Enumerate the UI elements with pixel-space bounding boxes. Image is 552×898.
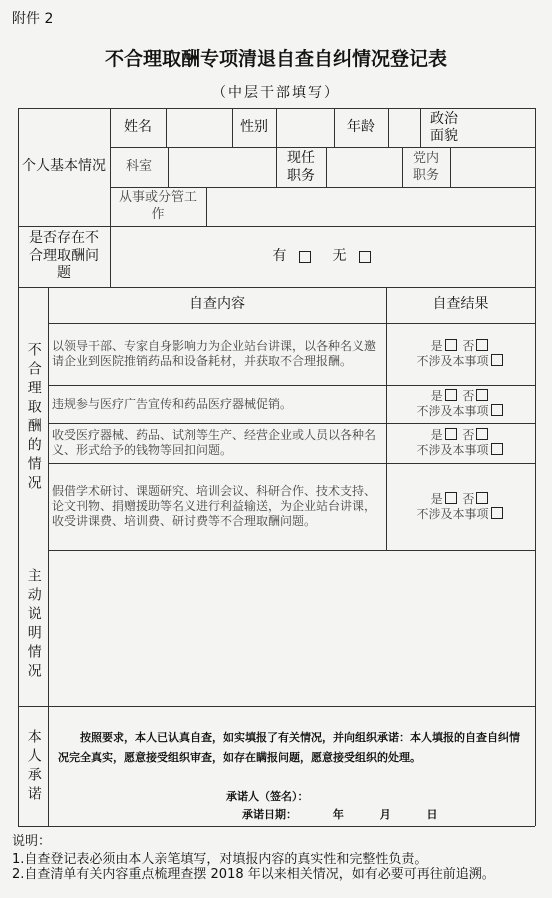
result-header: 自查结果: [432, 296, 489, 313]
check-item-3: 收受医疗器械、药品、试剂等生产、经营企业或人员以各种名义、形式给予的钱物等回扣问题。: [52, 428, 377, 457]
result-no-label: 否: [462, 389, 475, 403]
note-1: 1.自查登记表必须由本人亲笔填写，对填报内容的真实性和完整性负责。: [12, 852, 428, 867]
result-no-checkbox[interactable]: [476, 389, 488, 401]
day-label: 日: [426, 808, 438, 821]
position-label: 现任职务: [287, 150, 315, 184]
name-label: 姓名: [124, 119, 152, 136]
age-field[interactable]: [388, 108, 420, 148]
result-na-label: 不涉及本事项: [416, 506, 489, 521]
promise-text: 按照要求，本人已认真自查，如实填报了有关情况，并向组织承诺：本人填报的自查自纠情况完全真实，愿意接受组织审查，如存在瞒报问题，愿意接受组织的处理。: [58, 731, 520, 764]
check-item-4: 假借学术研讨、课题研究、培训会议、科研合作、技术支持、论文刊物、捐赠援助等名义进行利益输送，为企业站台讲课，收受讲课费、培训费、研讨费等不合理取酬问题。: [52, 484, 377, 528]
result-yes-label: 是: [430, 339, 443, 353]
result-no-label: 否: [462, 339, 475, 353]
result-cell-3: [386, 423, 535, 463]
gender-field[interactable]: [276, 108, 334, 148]
gender-label: 性别: [240, 119, 268, 136]
result-na-checkbox[interactable]: [491, 443, 503, 455]
check-item-2: 违规参与医疗广告宣传和药品医疗器械促销。: [52, 396, 293, 411]
month-label: 月: [379, 808, 391, 821]
note-2: 2.自查清单有关内容重点梳理查摆 2018 年以来相关情况，如有必要可再往前追溯。: [12, 867, 495, 882]
result-no-checkbox[interactable]: [476, 428, 488, 440]
notes-title: 说明：: [12, 834, 52, 849]
result-no-checkbox[interactable]: [476, 492, 488, 504]
exists-options: [110, 226, 535, 287]
exists-no-checkbox[interactable]: [359, 251, 371, 263]
party-position-field[interactable]: [450, 148, 535, 187]
party-position-label: 党内职务: [412, 151, 439, 183]
result-yes-checkbox[interactable]: [445, 492, 457, 504]
page-title: 不合理取酬专项清退自查自纠情况登记表: [104, 48, 447, 70]
promise-label: 本人承诺: [25, 729, 42, 805]
content-header: 自查内容: [189, 296, 245, 313]
result-yes-checkbox[interactable]: [445, 339, 457, 351]
date-label: 承诺日期：: [242, 808, 297, 821]
result-na-checkbox[interactable]: [491, 507, 503, 519]
exists-yes-checkbox[interactable]: [299, 251, 311, 263]
name-field[interactable]: [166, 108, 232, 148]
dept-field[interactable]: [168, 148, 276, 187]
result-na-label: 不涉及本事项: [416, 404, 489, 418]
result-yes-label: 是: [430, 389, 443, 403]
explain-label: 主动说明情况: [25, 568, 42, 682]
result-cell-1: [386, 323, 535, 385]
page-subtitle: （中层干部填写）: [212, 85, 340, 101]
exists-label: 是否存在不合理取酬问题: [29, 230, 99, 282]
result-no-checkbox[interactable]: [476, 339, 488, 351]
exists-yes-label: 有: [272, 247, 287, 264]
explain-field[interactable]: [48, 550, 535, 706]
result-no-label: 否: [462, 428, 475, 442]
position-field[interactable]: [326, 148, 402, 187]
work-field[interactable]: [206, 187, 535, 226]
promise-date: [242, 806, 438, 822]
basic-section-label: 个人基本情况: [22, 158, 106, 175]
result-cell-4: [386, 463, 535, 550]
work-label: 从事或分管工作: [118, 190, 197, 222]
result-na-checkbox[interactable]: [491, 354, 503, 366]
result-no-label: 否: [462, 491, 475, 506]
politics-label: 政治面貌: [430, 110, 458, 144]
politics-field[interactable]: [468, 108, 535, 148]
result-cell-2: [386, 385, 535, 423]
result-yes-checkbox[interactable]: [445, 389, 457, 401]
signer-label: 承诺人（签名）：: [226, 790, 309, 803]
attachment-label: 附件 2: [12, 11, 54, 27]
result-na-label: 不涉及本事项: [416, 354, 489, 368]
result-yes-checkbox[interactable]: [445, 428, 457, 440]
result-na-label: 不涉及本事项: [416, 443, 489, 457]
check-side-label: 不合理取酬的情况: [25, 342, 42, 494]
result-yes-label: 是: [430, 428, 443, 442]
check-item-1: 以领导干部、专家自身影响力为企业站台讲课，以各种名义邀请企业到医院推销药品和设备耗材，并获取不合理报酬。: [52, 339, 377, 368]
result-na-checkbox[interactable]: [491, 404, 503, 416]
exists-no-label: 无: [332, 247, 347, 264]
age-label: 年龄: [347, 119, 375, 136]
result-yes-label: 是: [430, 491, 443, 506]
dept-label: 科室: [125, 159, 152, 175]
year-label: 年: [332, 808, 344, 821]
